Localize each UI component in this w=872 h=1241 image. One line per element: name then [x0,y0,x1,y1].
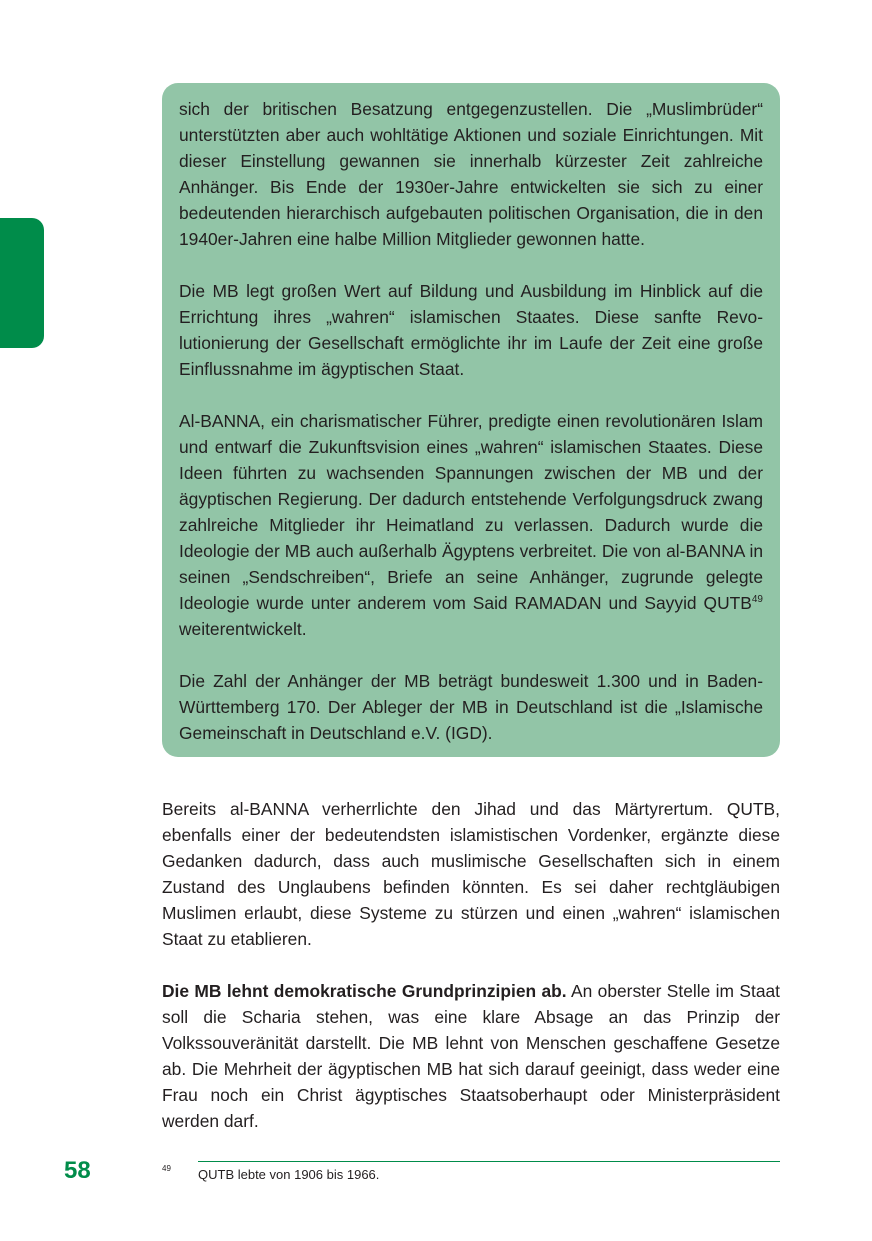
main-text [162,796,780,1134]
info-box-paragraph: Die MB legt großen Wert auf Bildung und Ausbildung im Hinblick auf die Errichtung ihres „wahren“ islamischen Staates. Diese sanfte Revolutionierung der Gesellschaft ermöglichte ihr im Laufe der Zeit eine große Einflussnahme im ägyptischen Staat. [179,281,763,379]
info-box-text: Al-BANNA, ein charismatischer Führer, predigte einen revolutionären Islam und entwarf die Zukunftsvision eines „wahren“ islamischen Staates. Diese Ideen führten zu wachsenden Spannungen zwischen der MB und der ägyptischen Regierung. Der dadurch entstehende Verfolgungsdruck zwang zahlreiche Mitglieder ihr Heimatland zu verlassen. Dadurch wurde die Ideologie der MB auch außerhalb Ägyptens verbreitet. Die von al-BANNA in seinen „Sendschreiben“, Briefe an seine Anhänger, zugrunde gelegte Ideologie wurde unter anderem vom Said RAMADAN und Sayyid QUTB [179,411,763,613]
body-text: An oberster Stelle im Staat soll die Scharia stehen, was eine klare Absage an das Prinzip der Volkssouveränität darstellt. Die MB lehnt von Menschen geschaffene Gesetze ab. Die Mehrheit der ägyptischen MB hat sich darauf geeinigt, dass weder eine Frau noch ein Christ ägyptisches Staatsoberhaupt oder Ministerpräsident werden darf. [162,981,780,1131]
footnote-divider [198,1161,780,1162]
info-box-paragraph [179,408,763,642]
info-box-paragraph: Die Zahl der Anhänger der MB beträgt bundesweit 1.300 und in Baden-Württemberg 170. Der Ableger der MB in Deutschland ist die „Islamische Gemeinschaft in Deutschland e.V. (IGD). [179,671,763,743]
info-box-text: weiterentwickelt. [179,619,307,639]
bold-lead-sentence: Die MB lehnt demokratische Grundprinzipien ab. [162,981,567,1001]
info-box-paragraph: sich der britischen Besatzung entgegenzustellen. Die „Muslimbrüder“ unterstützten aber auch wohltätige Aktionen und soziale Einrichtungen. Mit dieser Einstellung gewannen sie innerhalb kürzester Zeit zahlreiche Anhänger. Bis Ende der 1930er-Jahre entwickelten sie sich zu einer bedeutenden hierarchisch aufgebauten politischen Organisation, die in den 1940er-Jahren eine halbe Million Mitglieder gewonnen hatte. [179,99,763,249]
body-paragraph [162,978,780,1134]
footnote-reference[interactable]: 49 [751,594,763,605]
chapter-tab-marker [0,218,44,348]
body-paragraph: Bereits al-BANNA verherrlichte den Jihad und das Märtyrertum. QUTB, ebenfalls einer der bedeutendsten islamistischen Vordenker, ergänzte diese Gedanken dadurch, dass auch muslimische Gesellschaften sich in einem Zustand des Unglaubens befinden könnten. Es sei daher rechtgläubigen Muslimen erlaubt, diese Systeme zu stürzen und einen „wahren“ islamischen Staat zu etablieren. [162,799,780,949]
page-number: 58 [64,1157,91,1184]
footnote-mark: 49 [162,1164,171,1173]
info-box [162,83,780,757]
footnote-text: QUTB lebte von 1906 bis 1966. [198,1167,380,1182]
